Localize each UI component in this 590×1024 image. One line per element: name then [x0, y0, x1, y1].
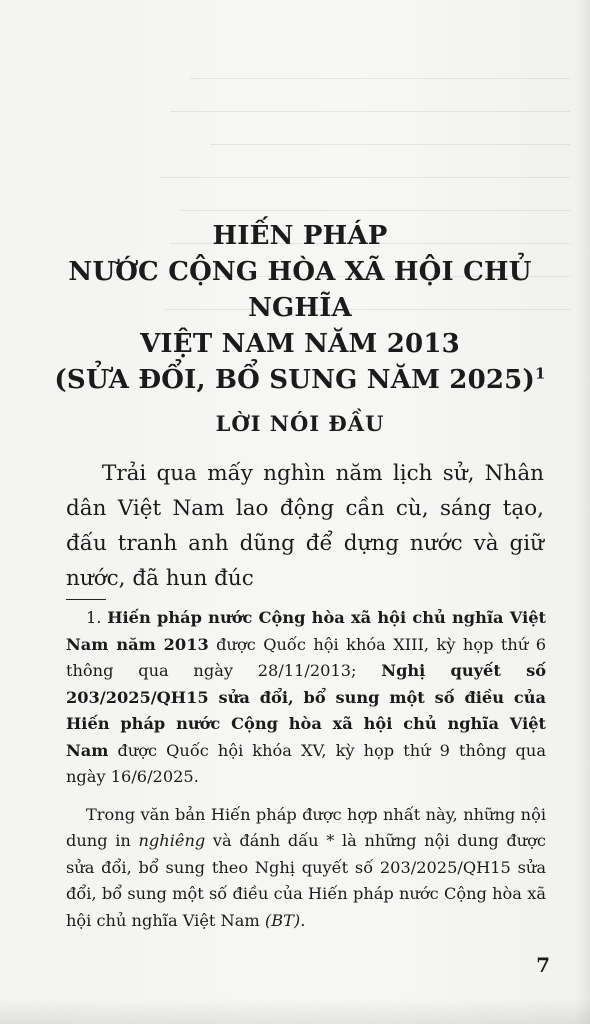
title-line-2: NƯỚC CỘNG HÒA XÃ HỘI CHỦ NGHĨA	[68, 257, 532, 323]
footnote-divider	[66, 599, 106, 600]
title-line-1: HIẾN PHÁP	[212, 221, 388, 251]
title-line-4	[40, 362, 560, 398]
footnote-1-bold-1: Hiến pháp nước Cộng hòa xã hội chủ nghĩa Việt Nam năm 2013	[66, 608, 547, 654]
footnote-1-text-1: được Quốc hội khóa XIII, kỳ họp thứ 6 thông qua ngày 28/11/2013;	[66, 634, 546, 680]
footnote-1-text-2: được Quốc hội khóa XV, kỳ họp thứ 9 thông qua ngày 16/6/2025.	[66, 740, 546, 786]
title-line-3: VIỆT NAM NĂM 2013	[140, 329, 460, 359]
preamble-paragraph: Trải qua mấy nghìn năm lịch sử, Nhân dân Việt Nam lao động cần cù, sáng tạo, đấu tranh anh dũng để dựng nước và giữ nước, đã hun đúc	[66, 461, 544, 591]
footnote-2-italic-2: (BT)	[264, 910, 301, 930]
footnote-2	[66, 802, 546, 935]
footnote-2-text-1: Trong văn bản Hiến pháp được hợp nhất này, những nội dung in	[66, 804, 546, 850]
page-edge-shadow-right	[576, 0, 590, 1024]
preface-heading: LỜI NÓI ĐẦU	[215, 411, 385, 436]
constitution-title	[40, 218, 560, 398]
page-number: 7	[536, 953, 550, 977]
footnote-marker: 1	[534, 364, 546, 383]
footnote-1-number: 1.	[86, 608, 108, 627]
footnotes	[66, 605, 546, 945]
preamble	[66, 456, 544, 596]
footnote-1	[66, 605, 546, 791]
footnote-1-bold-2: Nghị quyết số 203/2025/QH15 sửa đổi, bổ sung một số điều của Hiến pháp nước Cộng hòa xã hội chủ nghĩa Việt Nam	[66, 661, 546, 760]
title-line-4-text: (SỬA ĐỔI, BỔ SUNG NĂM 2025)	[54, 365, 535, 395]
footnote-2-italic-1: nghiêng	[138, 831, 206, 850]
page-edge-shadow-bottom	[0, 998, 590, 1024]
footnote-2-text-3: .	[300, 910, 306, 930]
footnote-2-text-2: và đánh dấu * là những nội dung được sửa đổi, bổ sung theo Nghị quyết số 203/2025/QH15 sửa đổi, bổ sung một số điều của Hiến pháp nước Cộng hòa xã hội chủ nghĩa Việt Nam	[66, 831, 546, 930]
